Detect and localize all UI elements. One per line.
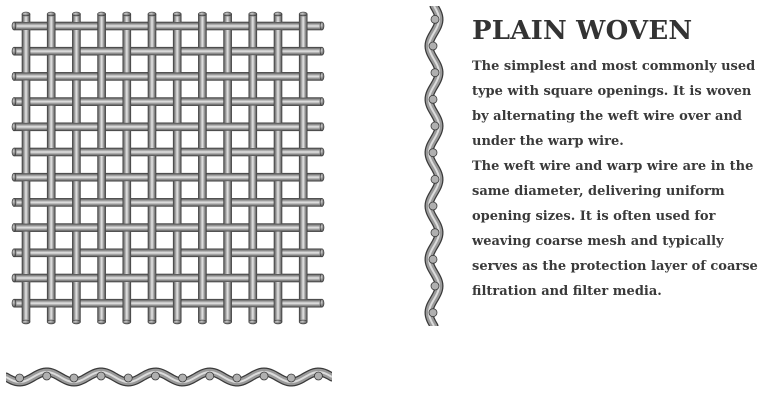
- wire-end: [320, 274, 324, 282]
- weft-crossover: [273, 72, 283, 80]
- warp-crossover: [123, 97, 131, 107]
- weft-crossover: [273, 274, 283, 282]
- wire-cross-section: [233, 374, 241, 382]
- warp-crossover: [173, 248, 181, 258]
- weft-crossover: [223, 123, 233, 131]
- warp-crossover: [22, 46, 30, 56]
- wire-cross-section: [124, 374, 132, 382]
- warp-crossover: [47, 172, 55, 182]
- wire-end: [12, 299, 16, 307]
- weft-crossover: [97, 249, 107, 257]
- wire-cross-section: [260, 372, 268, 380]
- wire-end: [274, 12, 282, 16]
- warp-crossover: [274, 46, 282, 56]
- weft-crossover: [122, 22, 132, 30]
- warp-crossover: [249, 21, 257, 31]
- wire-end: [12, 173, 16, 181]
- description-paragraph-1: The simplest and most commonly used type with square openings. It is woven by alternating the weft wire over and under the warp wire.: [472, 59, 756, 149]
- wire-end: [22, 320, 30, 324]
- weft-crossover: [46, 299, 56, 307]
- wire-end: [123, 12, 131, 16]
- weft-crossover: [46, 47, 56, 55]
- wire-end: [198, 12, 206, 16]
- weft-crossover: [248, 47, 258, 55]
- wire-end: [320, 198, 324, 206]
- weft-crossover: [223, 72, 233, 80]
- warp-crossover: [72, 197, 80, 207]
- wire-cross-section: [70, 374, 78, 382]
- weft-crossover: [21, 72, 31, 80]
- weft-crossover: [71, 274, 81, 282]
- weft-crossover: [273, 123, 283, 131]
- wire-end: [173, 320, 181, 324]
- warp-crossover: [173, 298, 181, 308]
- warp-crossover: [123, 46, 131, 56]
- weft-crossover: [273, 22, 283, 30]
- warp-crossover: [173, 197, 181, 207]
- warp-crossover: [148, 172, 156, 182]
- warp-crossover: [173, 46, 181, 56]
- wire-cross-section: [429, 149, 437, 157]
- weft-crossover: [147, 148, 157, 156]
- weft-crossover: [21, 123, 31, 131]
- weft-crossover: [21, 22, 31, 30]
- warp-crossover: [224, 248, 232, 258]
- weft-crossover: [172, 173, 182, 181]
- warp-crossover: [22, 97, 30, 107]
- wire-end: [12, 72, 16, 80]
- wire-cross-section: [287, 374, 295, 382]
- weft-crossover: [147, 249, 157, 257]
- wire-end: [12, 22, 16, 30]
- wire-cross-section: [431, 175, 439, 183]
- weft-crossover: [172, 274, 182, 282]
- warp-crossover: [299, 172, 307, 182]
- wire-end: [148, 320, 156, 324]
- weft-crossover: [273, 173, 283, 181]
- wire-end: [320, 123, 324, 131]
- warp-crossover: [148, 71, 156, 81]
- warp-crossover: [123, 248, 131, 258]
- warp-crossover: [249, 122, 257, 132]
- warp-crossover: [198, 71, 206, 81]
- weft-crossover: [298, 249, 308, 257]
- weft-crossover: [298, 148, 308, 156]
- weft-crossover: [46, 148, 56, 156]
- weft-crossover: [21, 224, 31, 232]
- warp-crossover: [148, 122, 156, 132]
- warp-crossover: [173, 97, 181, 107]
- warp-crossover: [224, 298, 232, 308]
- warp-crossover: [98, 71, 106, 81]
- weft-crossover: [197, 249, 207, 257]
- weft-crossover: [71, 123, 81, 131]
- wire-end: [320, 299, 324, 307]
- wire-end: [299, 12, 307, 16]
- wire-cross-section: [429, 202, 437, 210]
- warp-crossover: [98, 21, 106, 31]
- weft-crossover: [197, 98, 207, 106]
- wire-end: [47, 12, 55, 16]
- wire-cross-section: [151, 372, 159, 380]
- warp-crossover: [224, 46, 232, 56]
- warp-crossover: [123, 197, 131, 207]
- wire-end: [22, 12, 30, 16]
- weft-crossover: [248, 299, 258, 307]
- weft-crossover: [147, 198, 157, 206]
- warp-crossover: [274, 298, 282, 308]
- weft-crossover: [122, 173, 132, 181]
- weft-crossover: [46, 198, 56, 206]
- wire-end: [320, 148, 324, 156]
- warp-crossover: [249, 273, 257, 283]
- weft-crossover: [122, 274, 132, 282]
- wire-end: [12, 148, 16, 156]
- warp-crossover: [299, 21, 307, 31]
- wire-cross-section: [431, 282, 439, 290]
- weft-crossover: [46, 98, 56, 106]
- warp-crossover: [299, 223, 307, 233]
- warp-crossover: [47, 223, 55, 233]
- wire-cross-section: [206, 372, 214, 380]
- wire-end: [12, 123, 16, 131]
- wire-end: [72, 12, 80, 16]
- weft-crossover: [147, 98, 157, 106]
- warp-crossover: [274, 197, 282, 207]
- warp-crossover: [98, 273, 106, 283]
- wire-end: [12, 249, 16, 257]
- wire-cross-section: [97, 372, 105, 380]
- warp-crossover: [72, 248, 80, 258]
- weft-crossover: [97, 148, 107, 156]
- warp-crossover: [123, 147, 131, 157]
- wire-end: [320, 98, 324, 106]
- warp-crossover: [47, 122, 55, 132]
- warp-crossover: [198, 122, 206, 132]
- warp-crossover: [148, 21, 156, 31]
- description-paragraph-2: The weft wire and warp wire are in the same diameter, delivering uniform opening sizes. It is often used for weaving coarse mesh and typically serves as the protection layer of coarse filtration and filter media.: [472, 159, 758, 299]
- weft-crossover: [172, 123, 182, 131]
- warp-crossover: [299, 122, 307, 132]
- wire-end: [320, 72, 324, 80]
- warp-crossover: [224, 97, 232, 107]
- warp-crossover: [47, 71, 55, 81]
- wire-end: [98, 12, 106, 16]
- weft-crossover: [122, 72, 132, 80]
- warp-crossover: [22, 298, 30, 308]
- weft-crossover: [122, 224, 132, 232]
- weft-crossover: [97, 47, 107, 55]
- warp-crossover: [98, 172, 106, 182]
- wire-cross-section: [431, 122, 439, 130]
- warp-crossover: [72, 46, 80, 56]
- wire-end: [274, 320, 282, 324]
- warp-crossover: [198, 273, 206, 283]
- wire-cross-section: [429, 309, 437, 317]
- weft-crossover: [97, 198, 107, 206]
- wire-cross-section: [431, 69, 439, 77]
- weft-crossover: [147, 47, 157, 55]
- weft-crossover: [71, 72, 81, 80]
- wire-end: [320, 249, 324, 257]
- warp-crossover: [274, 248, 282, 258]
- product-title: PLAIN WOVEN: [472, 16, 693, 46]
- warp-crossover: [72, 298, 80, 308]
- weft-crossover: [197, 299, 207, 307]
- warp-crossover: [123, 298, 131, 308]
- description-panel: [472, 16, 764, 304]
- wire-cross-section: [179, 374, 187, 382]
- weft-crossover: [223, 274, 233, 282]
- warp-crossover: [299, 273, 307, 283]
- weft-crossover: [197, 198, 207, 206]
- warp-crossover: [274, 97, 282, 107]
- weft-crossover: [298, 198, 308, 206]
- weft-crossover: [248, 198, 258, 206]
- warp-crossover: [274, 147, 282, 157]
- wire-end: [320, 173, 324, 181]
- weft-crossover: [97, 299, 107, 307]
- warp-crossover: [98, 122, 106, 132]
- weft-crossover: [223, 173, 233, 181]
- weft-crossover: [97, 98, 107, 106]
- wire-end: [320, 224, 324, 232]
- warp-crossover: [98, 223, 106, 233]
- warp-crossover: [299, 71, 307, 81]
- wire-end: [12, 274, 16, 282]
- wire-end: [47, 320, 55, 324]
- warp-crossover: [22, 197, 30, 207]
- wire-end: [249, 12, 257, 16]
- warp-crossover: [249, 71, 257, 81]
- weft-crossover: [223, 224, 233, 232]
- weft-crossover: [248, 148, 258, 156]
- wire-end: [98, 320, 106, 324]
- warp-crossover: [47, 21, 55, 31]
- warp-crossover: [148, 223, 156, 233]
- wire-end: [123, 320, 131, 324]
- wire-end: [320, 47, 324, 55]
- weft-crossover: [298, 98, 308, 106]
- wire-cross-section: [429, 255, 437, 263]
- wire-cross-section: [431, 15, 439, 23]
- weft-crossover: [71, 224, 81, 232]
- warp-crossover: [249, 172, 257, 182]
- wire-end: [148, 12, 156, 16]
- weft-crossover: [197, 47, 207, 55]
- weft-crossover: [71, 22, 81, 30]
- wire-cross-section: [314, 372, 322, 380]
- weft-crossover: [21, 274, 31, 282]
- wire-end: [12, 224, 16, 232]
- weft-crossover: [273, 224, 283, 232]
- weft-crossover: [172, 72, 182, 80]
- warp-crossover: [47, 273, 55, 283]
- plain-woven-mesh-illustration: [0, 0, 340, 330]
- warp-crossover: [198, 172, 206, 182]
- weft-crossover: [298, 47, 308, 55]
- weft-crossover: [248, 98, 258, 106]
- warp-crossover: [224, 197, 232, 207]
- warp-crossover: [22, 147, 30, 157]
- weft-cross-section-profile: [420, 6, 450, 326]
- wire-end: [320, 22, 324, 30]
- weft-crossover: [122, 123, 132, 131]
- wire-end: [173, 12, 181, 16]
- warp-crossover: [173, 147, 181, 157]
- wire-end: [224, 320, 232, 324]
- wire-end: [224, 12, 232, 16]
- weft-crossover: [71, 173, 81, 181]
- wire-end: [299, 320, 307, 324]
- wire-end: [12, 198, 16, 206]
- warp-crossover: [249, 223, 257, 233]
- wire-cross-section: [16, 374, 24, 382]
- weft-crossover: [248, 249, 258, 257]
- warp-crossover: [198, 223, 206, 233]
- weft-crossover: [197, 148, 207, 156]
- weft-crossover: [147, 299, 157, 307]
- wire-end: [72, 320, 80, 324]
- weft-crossover: [223, 22, 233, 30]
- weft-crossover: [172, 224, 182, 232]
- weft-crossover: [172, 22, 182, 30]
- wire-cross-section: [429, 42, 437, 50]
- warp-crossover: [72, 97, 80, 107]
- warp-crossover: [224, 147, 232, 157]
- weft-crossover: [46, 249, 56, 257]
- weft-crossover: [298, 299, 308, 307]
- wire-cross-section: [431, 229, 439, 237]
- warp-cross-section-profile: [6, 363, 332, 391]
- warp-crossover: [22, 248, 30, 258]
- wire-cross-section: [429, 95, 437, 103]
- warp-crossover: [198, 21, 206, 31]
- wire-end: [12, 47, 16, 55]
- wire-end: [249, 320, 257, 324]
- weft-crossover: [21, 173, 31, 181]
- warp-crossover: [72, 147, 80, 157]
- warp-crossover: [148, 273, 156, 283]
- wire-end: [12, 98, 16, 106]
- wire-cross-section: [43, 372, 51, 380]
- wire-end: [198, 320, 206, 324]
